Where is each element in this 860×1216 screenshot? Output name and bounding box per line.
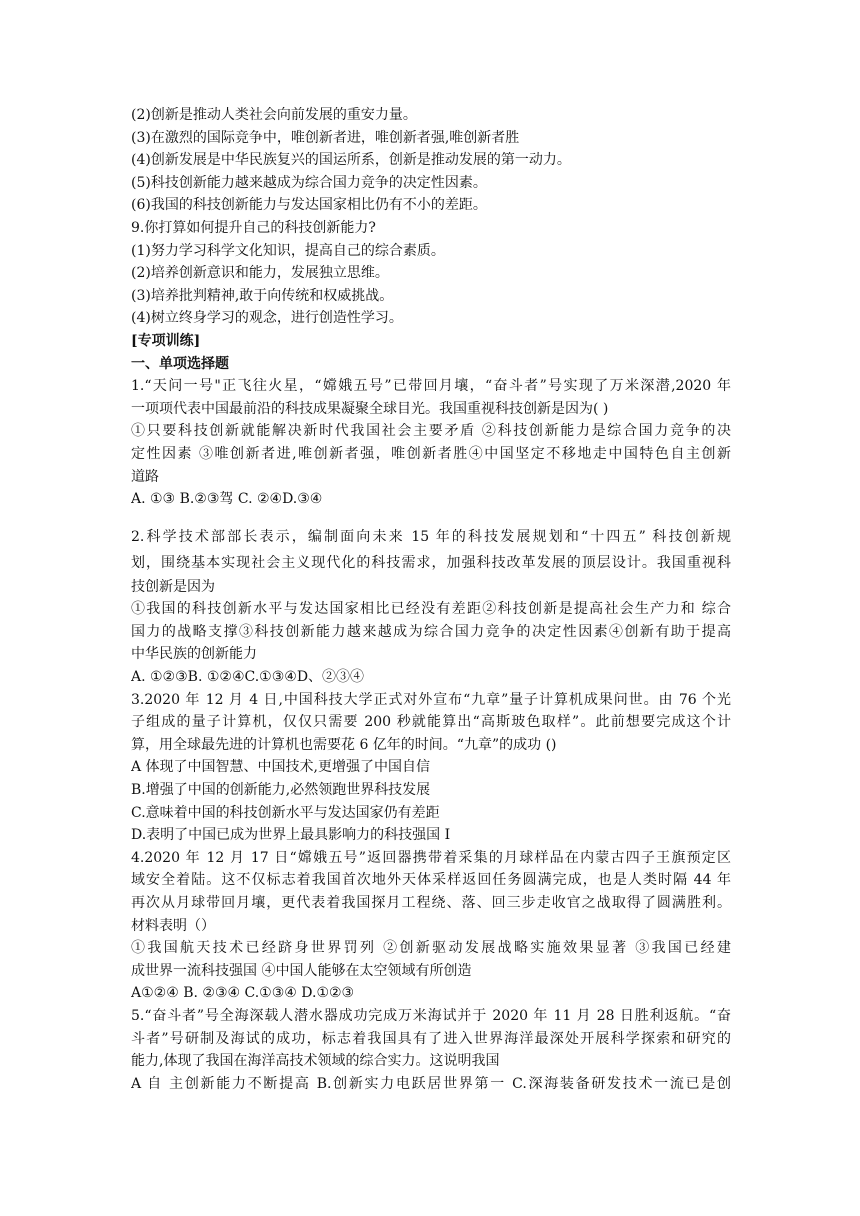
question-heading: 9.你打算如何提升自己的科技创新能力? xyxy=(131,219,376,236)
text-line: (2)培养创新意识和能力，发展独立思维。 xyxy=(131,265,389,282)
question-text: 2.科学技术部部长表示，编制面向未来 15 年的科技发展规划和“十四五” 科技创新规 xyxy=(131,528,731,545)
question-text: ①我国的科技创新水平与发达国家相比已经没有差距②科技创新是提高社会生产力和 综合 xyxy=(131,601,731,618)
spacer xyxy=(131,511,731,524)
text-line: (3)培养批判精神,敢于向传统和权威挑战。 xyxy=(131,287,394,304)
answer-option: B.增强了中国的创新能力,必然领跑世界科技发展 xyxy=(131,782,431,799)
answer-options: A 自 主创新能力不断提高 B.创新实力电跃居世界第一 C.深海装备研发技术一流已是创 xyxy=(131,1075,731,1092)
answer-options: A. ①②③B. ①②④C.①③④D、②③④ xyxy=(131,669,365,686)
question-text: 斗者”号研制及海试的成功，标志着我国具有了进入世界海洋最深处开展科学探索和研究的 xyxy=(131,1030,731,1047)
text-line: (6)我国的科技创新能力与发达国家相比仍有不小的差距。 xyxy=(131,197,487,214)
text-line: (3)在激烈的国际竞争中，唯创新者进，唯创新者强,唯创新者胜 xyxy=(131,129,520,146)
document-page xyxy=(131,104,731,1095)
question-text: 道路 xyxy=(131,468,159,485)
question-text: 3.2020 年 12 月 4 日,中国科技大学正式对外宣布“九章”量子计算机成果问世。由 76 个光 xyxy=(131,691,731,708)
question-text: 能力,体现了我国在海洋高技术领域的综合实力。这说明我国 xyxy=(131,1053,500,1070)
section-heading: [专项训练] xyxy=(131,332,201,349)
text-line: (4)创新发展是中华民族复兴的国运所系，创新是推动发展的第一动力。 xyxy=(131,152,571,169)
section-subheading: 一、单项选择题 xyxy=(131,355,229,372)
question-text: 算，用全球最先进的计算机也需要花 6 亿年的时间。“九章”的成功 () xyxy=(131,736,557,753)
question-text: 材料表明（） xyxy=(131,917,215,934)
question-text: 一项项代表中国最前沿的科技成果凝聚全球目光。我国重视科技创新是因为( ) xyxy=(131,400,609,417)
answer-option: A 体现了中国智慧、中国技术,更增强了中国自信 xyxy=(131,759,431,776)
text-line: (1)努力学习科学文化知识，提高自己的综合素质。 xyxy=(131,242,445,259)
question-text: 4.2020 年 12 月 17 日“嫦娥五号”返回器携带着采集的月球样品在内蒙古四子王旗预定区 xyxy=(131,849,731,866)
question-text: 国力的战略支撑③科技创新能力越来越成为综合国力竞争的决定性因素④创新有助于提高 xyxy=(131,623,731,640)
question-text: 定性因素 ③唯创新者进,唯创新者强，唯创新者胜④中国坚定不移地走中国特色自主创新 xyxy=(131,445,731,462)
question-text: 子组成的量子计算机，仅仅只需要 200 秒就能算出“高斯玻色取样”。此前想要完成这个计 xyxy=(131,714,731,731)
text-line: (2)创新是推动人类社会向前发展的重安力量。 xyxy=(131,107,417,123)
question-text: 技创新是因为 xyxy=(131,578,215,595)
answer-option: C.意味着中国的科技创新水平与发达国家仍有差距 xyxy=(131,804,440,821)
question-text: 成世界一流科技强国 ④中国人能够在太空领域有所创造 xyxy=(131,962,472,979)
question-text: ①只要科技创新就能解决新时代我国社会主要矛盾 ②科技创新能力是综合国力竞争的决 xyxy=(131,423,731,440)
question-text: 再次从月球带回月壤，更代表着我国探月工程绕、落、回三步走收官之战取得了圆满胜利。 xyxy=(131,895,731,911)
answer-options: A. ①③ B.②③驾 C. ②④D.③④ xyxy=(131,491,323,508)
question-text: 划，围绕基本实现社会主义现代化的科技需求，加强科技改革发展的顶层设计。我国重视科 xyxy=(131,554,731,571)
question-text: ①我国航天技术已经跻身世界罚列 ②创新驱动发展战略实施效果显著 ③我国已经建 xyxy=(131,940,731,957)
text-line: (5)科技创新能力越来越成为综合国力竞争的决定性因素。 xyxy=(131,174,487,191)
question-text: 中华民族的创新能力 xyxy=(131,646,257,663)
question-text: 5.“奋斗者”号全海深载人潜水器成功完成万米海试并于 2020 年 11 月 28 日胜利返航。“奋 xyxy=(131,1007,731,1024)
question-text: 域安全着陆。这不仅标志着我国首次地外天体采样返回任务圆满完成，也是人类时隔 44 年 xyxy=(131,872,731,889)
answer-option: D.表明了中国已成为世界上最具影响力的科技强国 I xyxy=(131,827,451,844)
answer-options: A①②④ B. ②③④ C.①③④ D.①②③ xyxy=(131,985,355,1002)
text-line: (4)树立终身学习的观念，进行创造性学习。 xyxy=(131,310,403,327)
question-text: 1.“天问一号"正飞往火星，“嫦娥五号”已带回月壤，“奋斗者”号实现了万米深潜,2020 年 xyxy=(131,378,731,395)
